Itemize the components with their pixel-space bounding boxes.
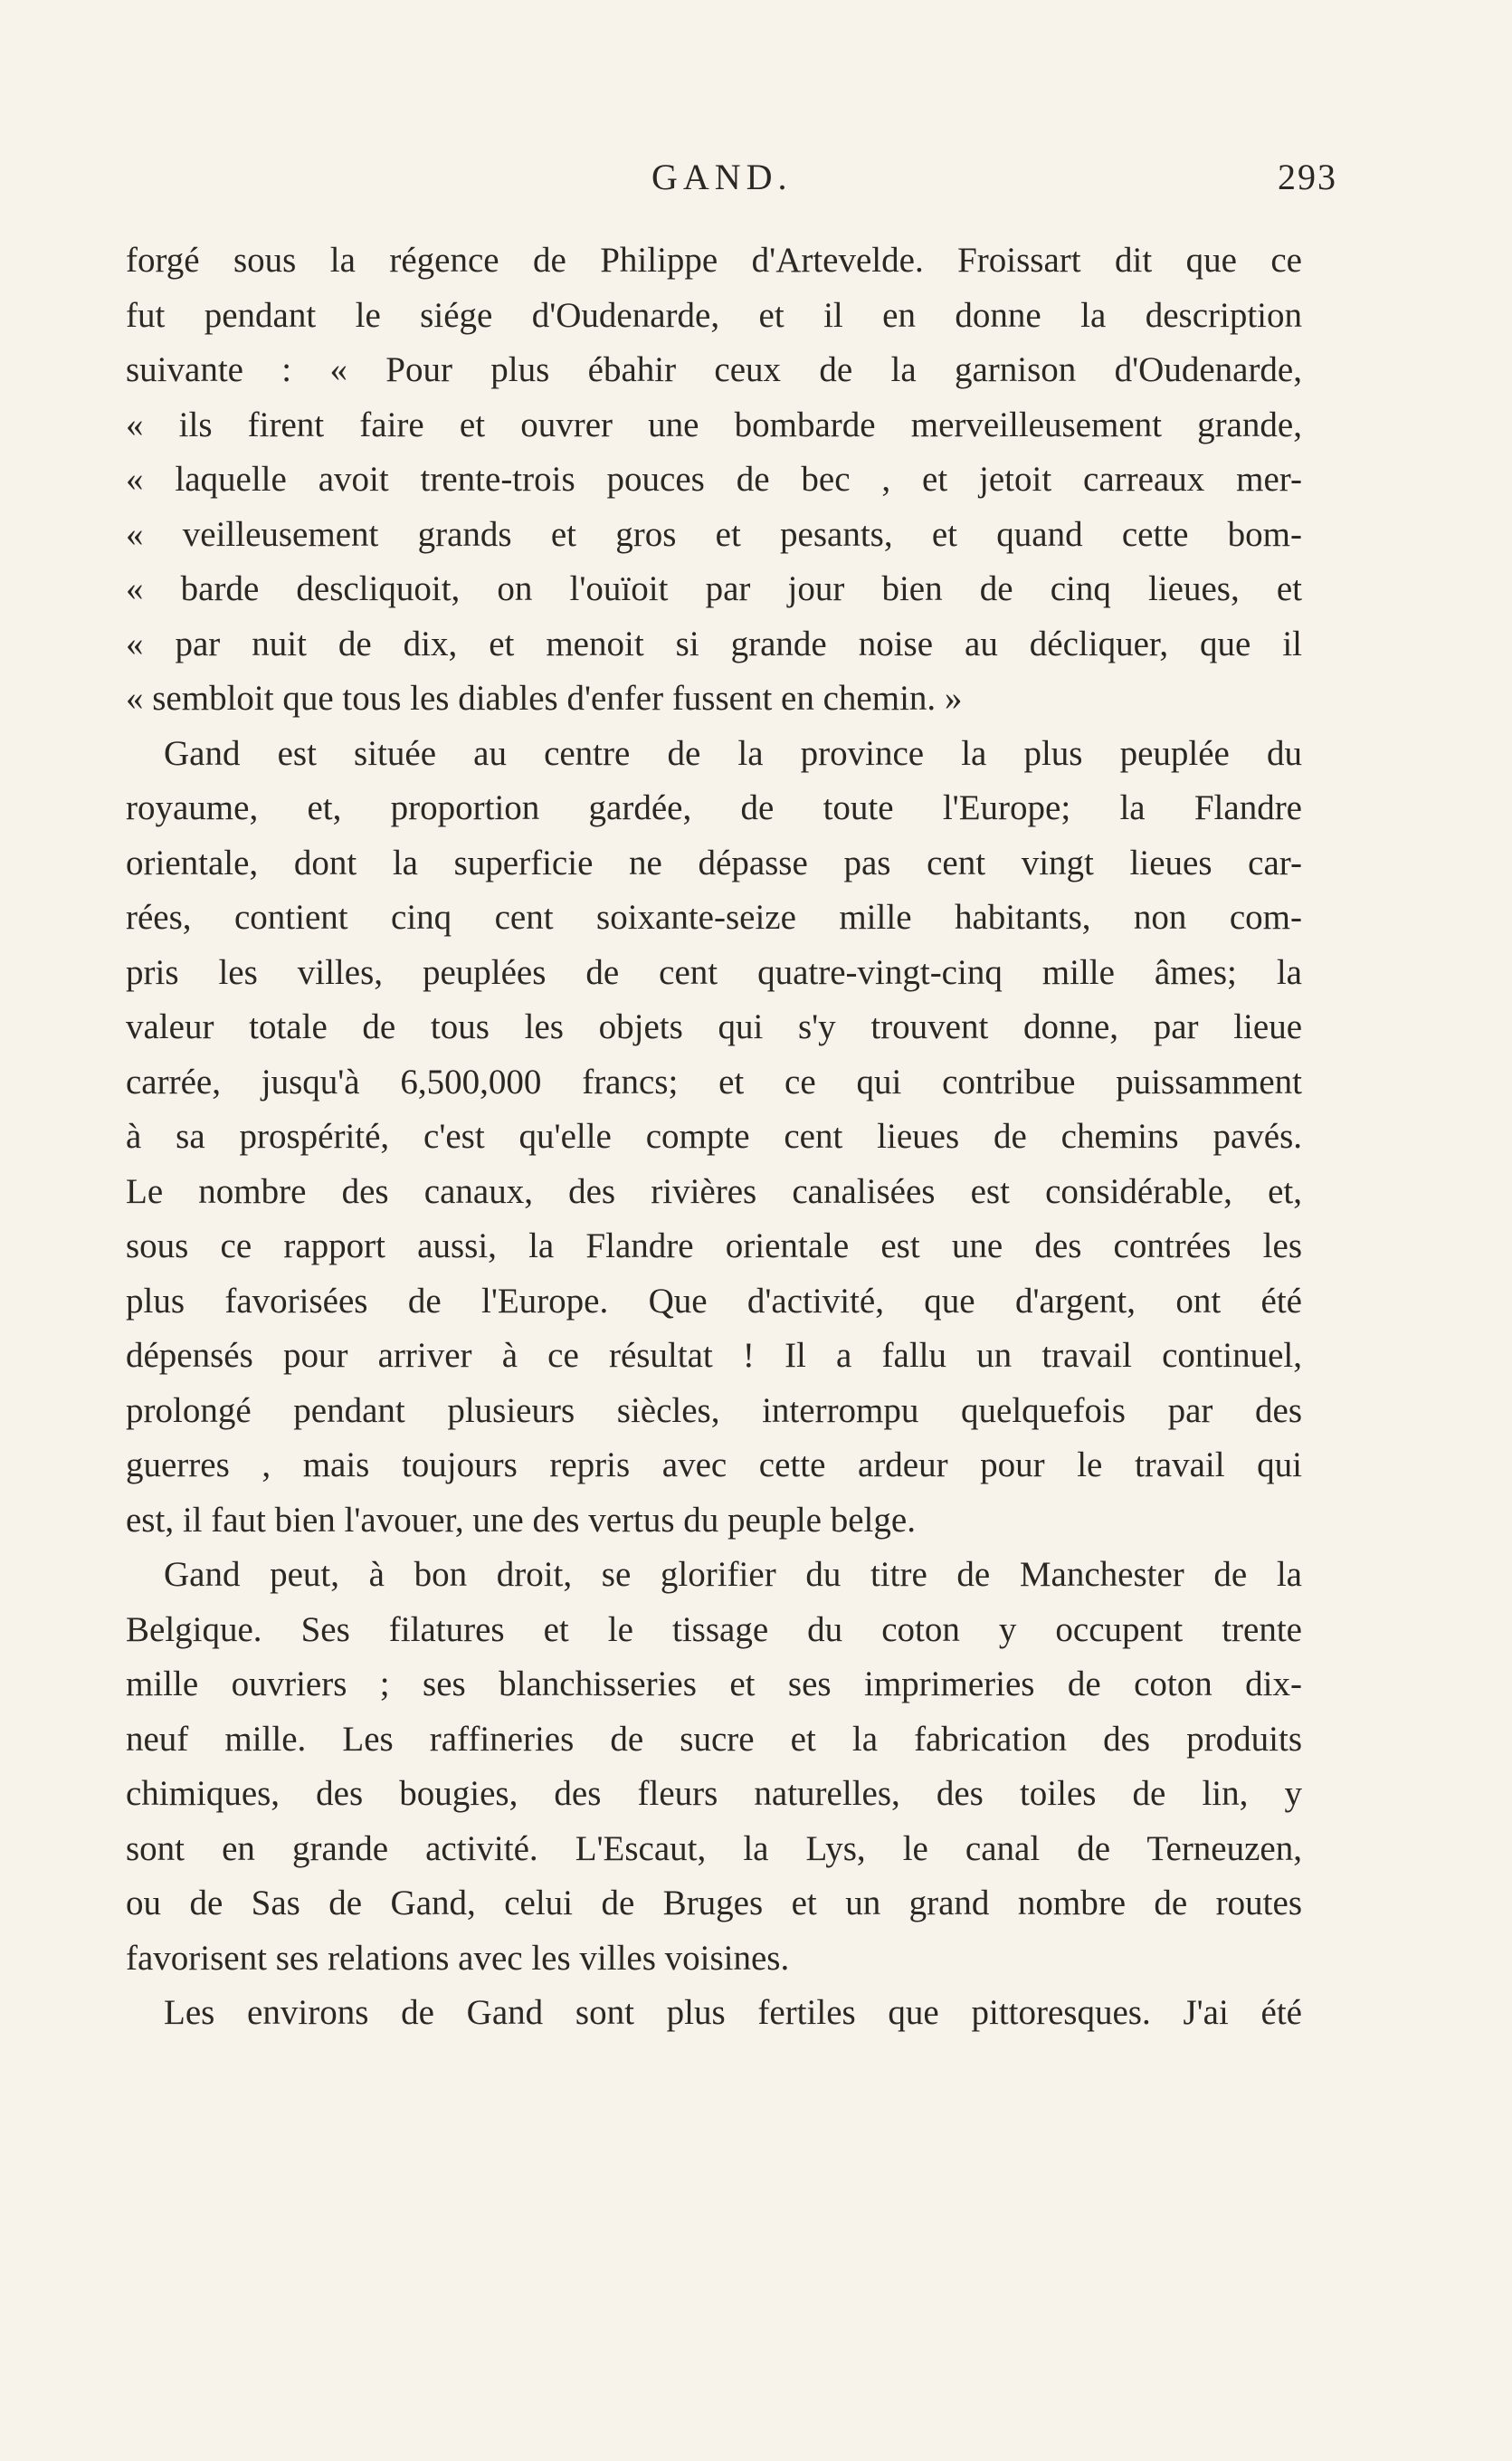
text-line: Belgique. Ses filatures et le tissage du coton y occupent trente [126,1609,1302,1649]
text-line: « veilleusement grands et gros et pesants, et quand cette bom- [126,514,1302,554]
text-line: sous ce rapport aussi, la Flandre orientale est une des contrées les [126,1226,1302,1265]
text-line: chimiques, des bougies, des fleurs naturelles, des toiles de lin, y [126,1774,1302,1813]
text-line: est, il faut bien l'avouer, une des vertus du peuple belge. [126,1500,916,1540]
text-line: « barde descliquoit, on l'ouïoit par jour bien de cinq lieues, et [126,569,1302,608]
text-line: à sa prospérité, c'est qu'elle compte cent lieues de chemins pavés. [126,1117,1302,1156]
text-line: favorisent ses relations avec les villes voisines. [126,1938,790,1978]
text-line: plus favorisées de l'Europe. Que d'activité, que d'argent, ont été [126,1281,1302,1321]
text-line: « sembloit que tous les diables d'enfer fussent en chemin. » [126,679,963,718]
page-number: 293 [1278,157,1337,197]
page-header [0,156,1512,210]
text-line: « par nuit de dix, et menoit si grande noise au décliquer, que il [126,624,1302,663]
text-line: « ils firent faire et ouvrer une bombarde merveilleusement grande, [126,405,1302,444]
text-line: Gand peut, à bon droit, se glorifier du titre de Manchester de la [164,1555,1302,1594]
text-line: dépensés pour arriver à ce résultat ! Il a fallu un travail continuel, [126,1336,1302,1375]
text-line: Les environs de Gand sont plus fertiles que pittoresques. J'ai été [164,1993,1302,2032]
running-title: GAND. [651,157,793,197]
text-line: neuf mille. Les raffineries de sucre et la fabrication des produits [126,1719,1302,1759]
body-text [126,234,1302,2041]
text-line: fut pendant le siége d'Oudenarde, et il en donne la description [126,295,1302,335]
text-line: Gand est située au centre de la province la plus peuplée du [164,733,1302,773]
text-line: sont en grande activité. L'Escaut, la Lys, le canal de Terneuzen, [126,1828,1302,1868]
text-line: mille ouvriers ; ses blanchisseries et ses imprimeries de coton dix- [126,1665,1302,1703]
text-line: orientale, dont la superficie ne dépasse pas cent vingt lieues car- [126,843,1302,882]
text-line: « laquelle avoit trente-trois pouces de bec , et jetoit carreaux mer- [126,460,1302,499]
text-line: pris les villes, peuplées de cent quatre-vingt-cinq mille âmes; la [126,952,1302,992]
text-line: valeur totale de tous les objets qui s'y trouvent donne, par lieue [126,1007,1302,1046]
text-line: carrée, jusqu'à 6,500,000 francs; et ce qui contribue puissamment [126,1062,1302,1102]
text-line: forgé sous la régence de Philippe d'Artevelde. Froissart dit que ce [126,241,1302,280]
text-line: rées, contient cinq cent soixante-seize mille habitants, non com- [126,898,1302,937]
text-line: guerres , mais toujours repris avec cette ardeur pour le travail qui [126,1445,1302,1484]
text-line: royaume, et, proportion gardée, de toute l'Europe; la Flandre [126,788,1302,827]
text-line: suivante : « Pour plus ébahir ceux de la garnison d'Oudenarde, [126,350,1302,389]
text-line: ou de Sas de Gand, celui de Bruges et un grand nombre de routes [126,1884,1302,1922]
text-line: prolongé pendant plusieurs siècles, interrompu quelquefois par des [126,1390,1302,1430]
text-line: Le nombre des canaux, des rivières canalisées est considérable, et, [126,1171,1302,1211]
